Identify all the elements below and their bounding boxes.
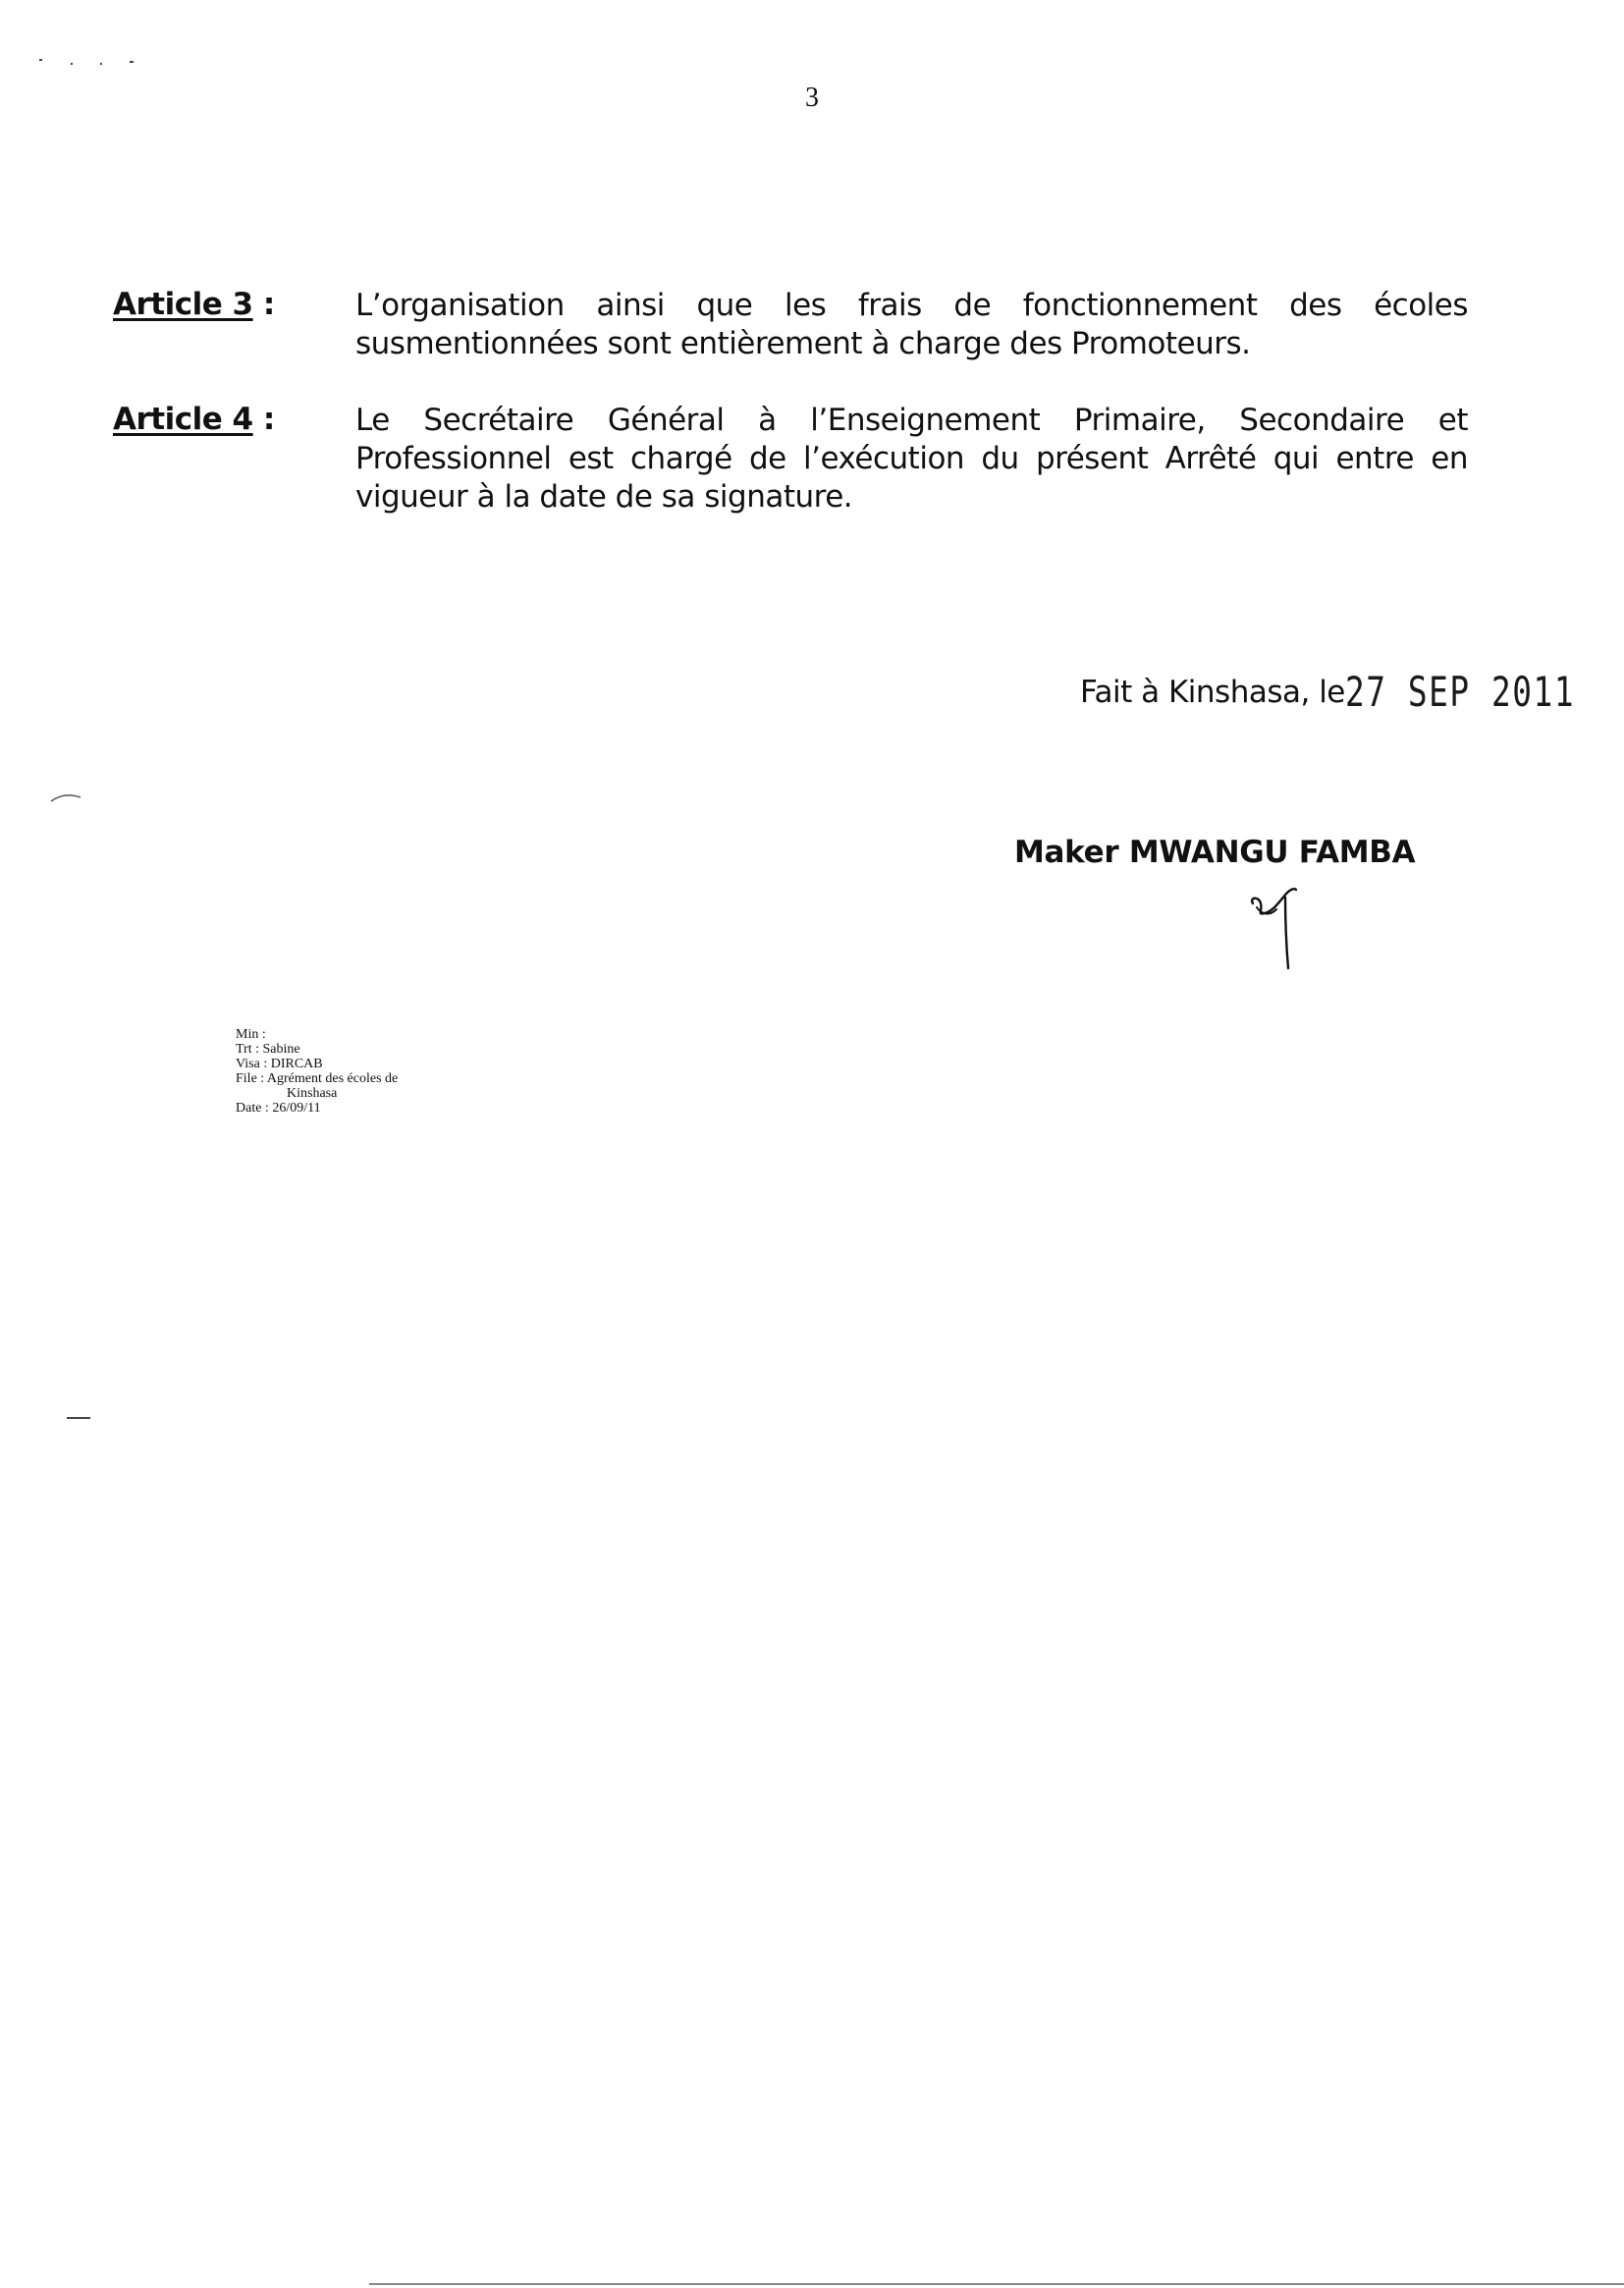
article-4-body <box>355 402 1468 517</box>
scan-mark <box>67 1417 90 1419</box>
article-4-line-1: Le Secrétaire Général à l’Enseignement Primaire, Secondaire et <box>355 403 1468 438</box>
article-3-label <box>113 287 275 322</box>
scan-speck <box>130 61 134 63</box>
scan-speck <box>71 63 73 65</box>
article-3-body <box>355 287 1468 363</box>
signatory-name: Maker MWANGU FAMBA <box>1014 835 1416 870</box>
article-3-line-1: L’organisation ainsi que les frais de fonctionnement des écoles <box>355 288 1468 323</box>
page-number: 3 <box>805 82 819 113</box>
reference-trt: Trt : Sabine <box>236 1042 300 1057</box>
reference-file: File : Agrément des écoles de <box>236 1071 399 1086</box>
handwritten-signature <box>1239 884 1318 972</box>
date-stamp: 27 SEP 2011 <box>1344 668 1576 716</box>
scan-speck <box>39 59 42 61</box>
scan-edge-line <box>369 2283 1624 2285</box>
article-3-title: Article 3 <box>113 287 253 322</box>
article-4-title: Article 4 <box>113 402 253 437</box>
scan-mark <box>49 786 82 805</box>
article-3-line-2: susmentionnées sont entièrement à charge des Promoteurs. <box>355 326 1251 361</box>
reference-date: Date : 26/09/11 <box>236 1101 321 1116</box>
article-4-line-2: Professionnel est chargé de l’exécution du présent Arrêté qui entre en <box>355 441 1468 476</box>
place-date <box>1080 668 1591 716</box>
article-4-separator: : <box>252 402 275 437</box>
scan-speck <box>100 63 102 65</box>
article-3-separator: : <box>252 287 275 322</box>
reference-block <box>236 1027 398 1116</box>
reference-file-continued: Kinshasa <box>287 1086 338 1101</box>
reference-min: Min : <box>236 1027 266 1042</box>
place-date-prefix: Fait à Kinshasa, le <box>1080 675 1345 710</box>
article-4-label <box>113 402 275 437</box>
reference-visa: Visa : DIRCAB <box>236 1057 323 1071</box>
article-4-line-3: vigueur à la date de sa signature. <box>355 479 853 515</box>
